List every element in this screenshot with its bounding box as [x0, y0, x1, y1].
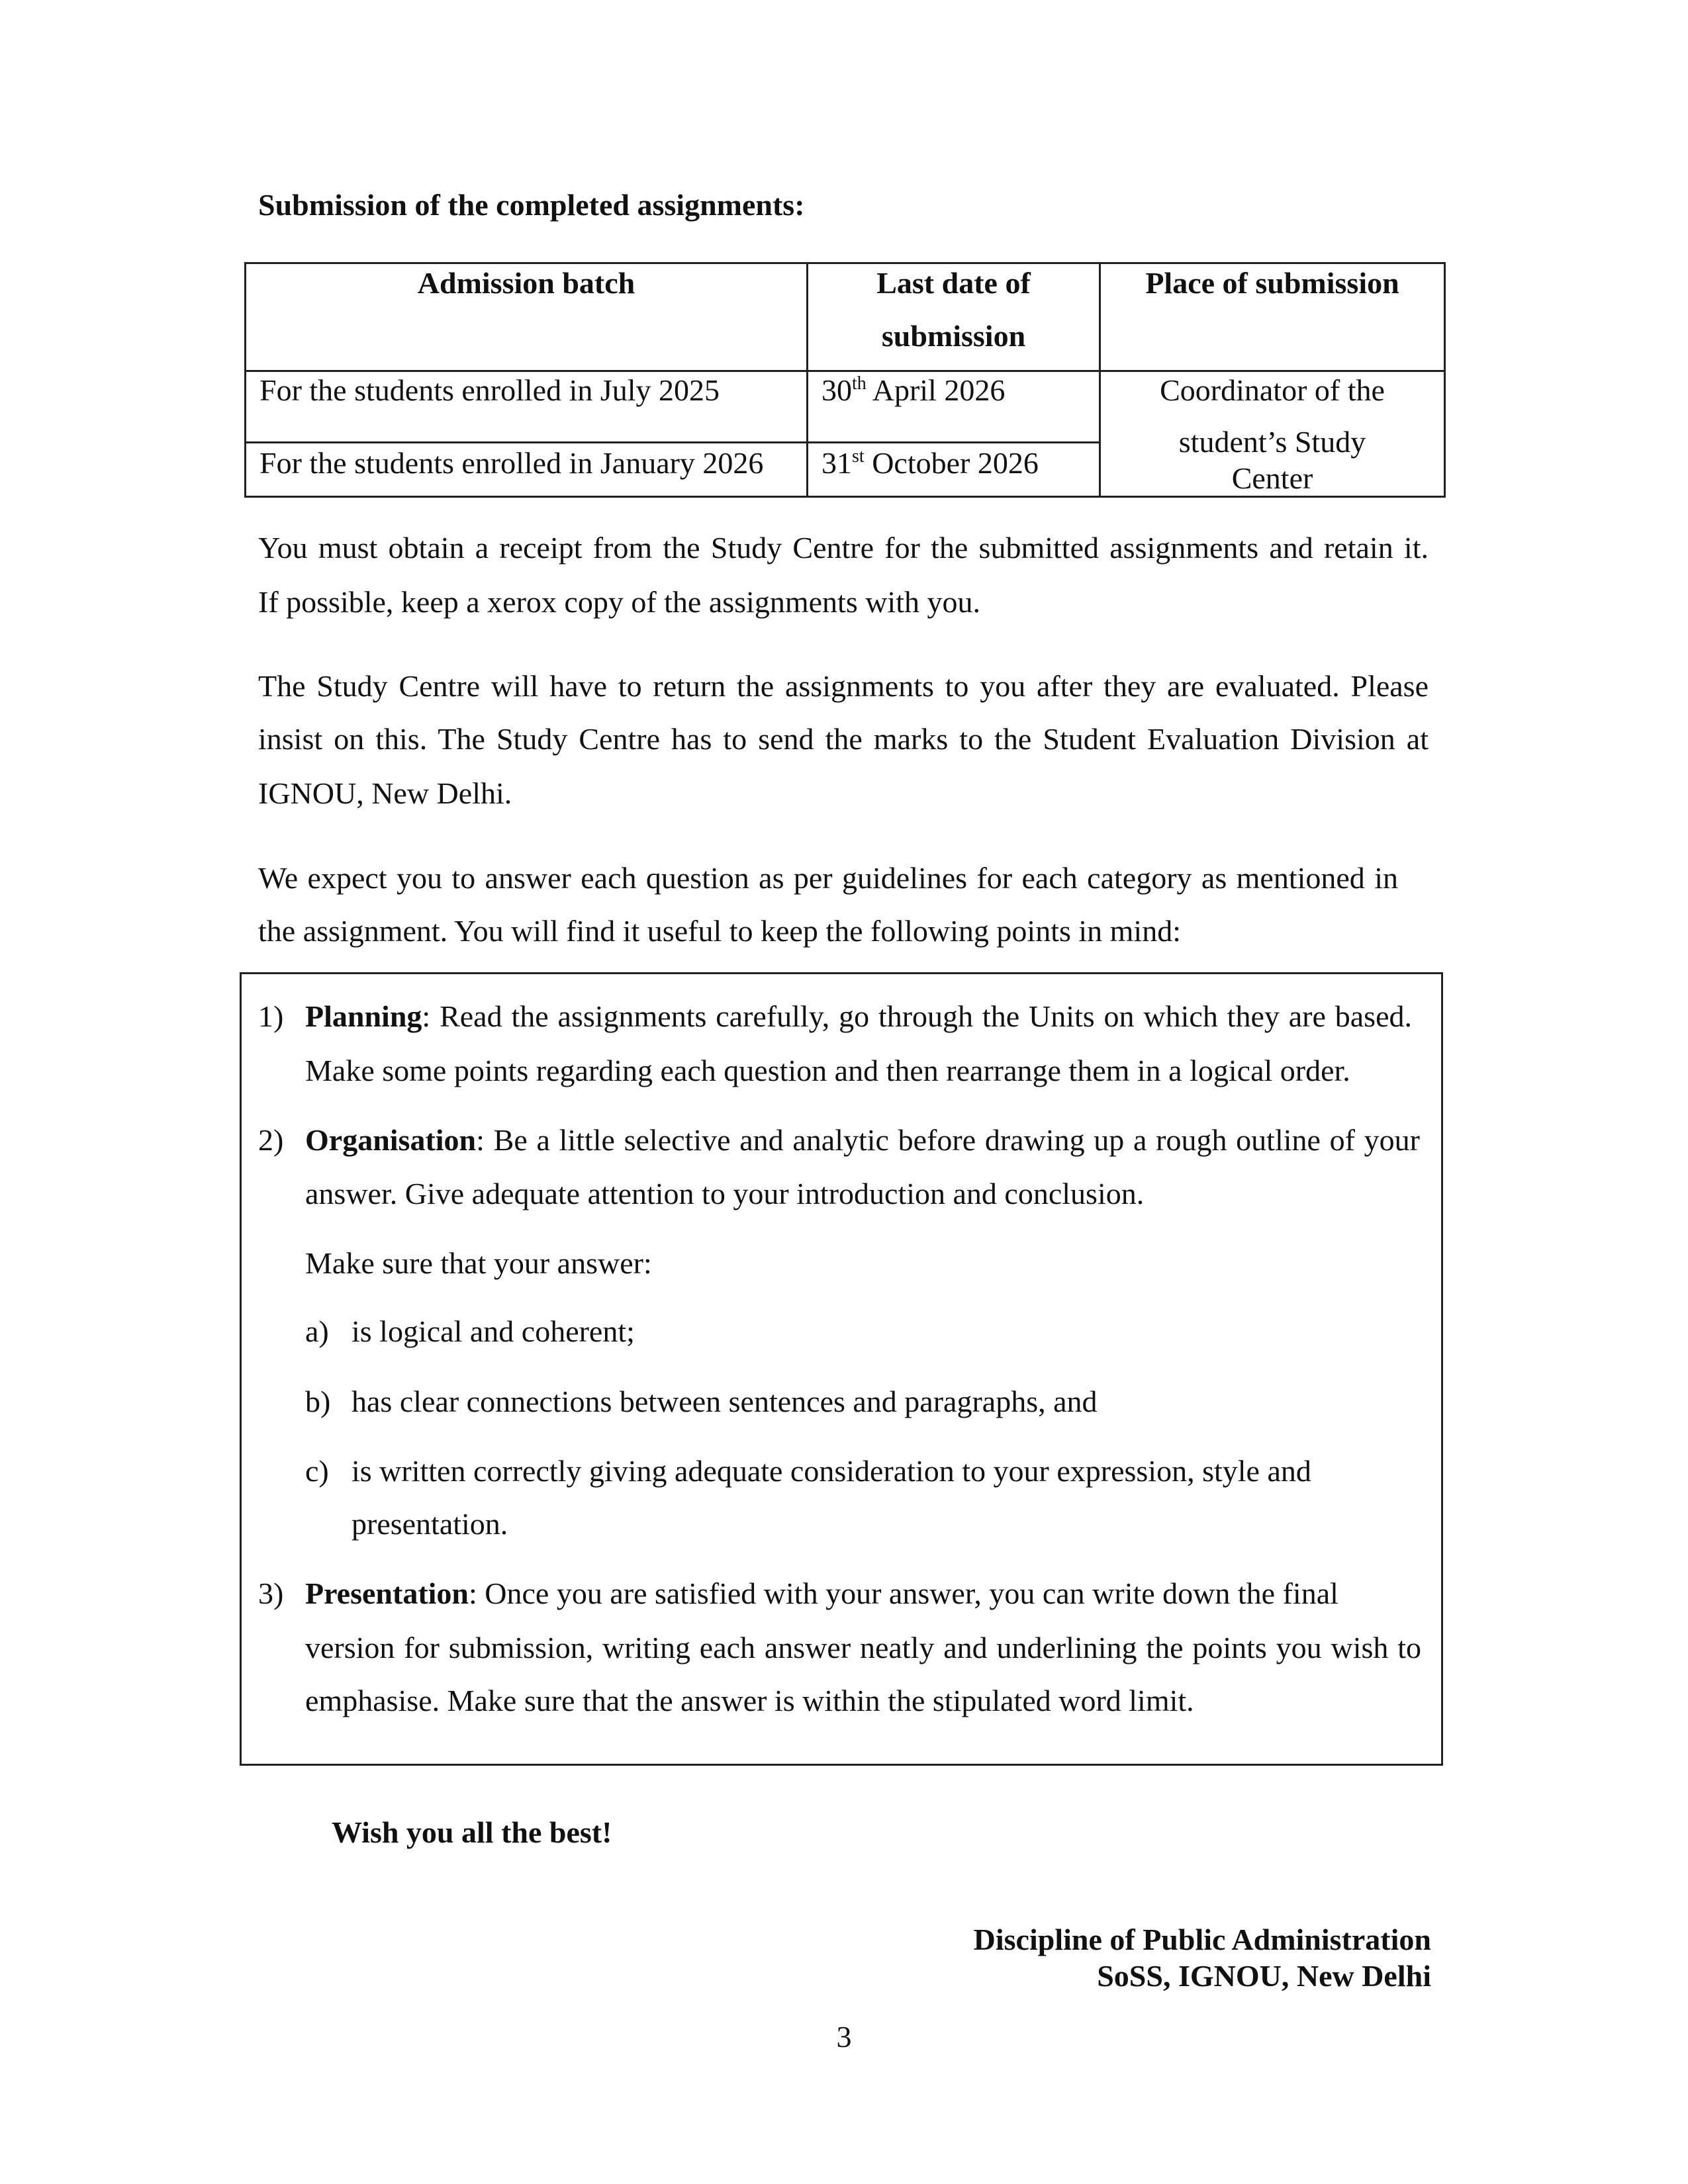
sub-letter: a) — [305, 1314, 329, 1348]
row-date-october: 31st October 2026 — [821, 446, 1039, 480]
paragraph-expect-line: We expect you to answer each question as per guidelines for each category as mentioned in — [258, 861, 1398, 895]
point-presentation-line: emphasise. Make sure that the answer is within the stipulated word limit. — [305, 1684, 1194, 1717]
paragraph-return-line: insist on this. The Study Centre has to send the marks to the Student Evaluation Division at — [258, 722, 1429, 756]
paragraph-receipt-line: If possible, keep a xerox copy of the assignments with you. — [258, 585, 980, 619]
sub-intro: Make sure that your answer: — [305, 1246, 652, 1280]
paragraph-return-line: IGNOU, New Delhi. — [258, 776, 512, 810]
header-admission-batch: Admission batch — [417, 266, 635, 300]
row-batch-july: For the students enrolled in July 2025 — [259, 373, 720, 407]
section-heading: Submission of the completed assignments: — [258, 188, 805, 222]
sub-item: is logical and coherent; — [352, 1314, 635, 1348]
point-organisation-line: answer. Give adequate attention to your introduction and conclusion. — [305, 1177, 1145, 1210]
point-planning: Planning: Read the assignments carefully, go through the Units on which they are based. — [305, 999, 1412, 1033]
signature-institution: SoSS, IGNOU, New Delhi — [1097, 1959, 1431, 1993]
place-line-3: Center — [1231, 461, 1313, 495]
page-number: 3 — [836, 2020, 852, 2054]
row-batch-january: For the students enrolled in January 2026 — [259, 446, 764, 480]
row-date-april: 30th April 2026 — [821, 373, 1006, 407]
point-planning-line: Make some points regarding each question and then rearrange them in a logical order. — [305, 1054, 1350, 1087]
sub-item: is written correctly giving adequate consideration to your expression, style and — [352, 1454, 1311, 1488]
point-organisation: Organisation: Be a little selective and analytic before drawing up a rough outline of your — [305, 1123, 1420, 1157]
point-number: 3) — [258, 1576, 284, 1610]
point-number: 2) — [258, 1123, 284, 1157]
paragraph-return-line: The Study Centre will have to return the assignments to you after they are evaluated. Please — [258, 669, 1429, 703]
sub-item: has clear connections between sentences and paragraphs, and — [352, 1385, 1098, 1418]
sub-letter: b) — [305, 1385, 331, 1418]
paragraph-expect-line: the assignment. You will find it useful to keep the following points in mind: — [258, 914, 1181, 948]
header-place: Place of submission — [1145, 266, 1399, 300]
signature-discipline: Discipline of Public Administration — [973, 1923, 1431, 1956]
paragraph-receipt-line: You must obtain a receipt from the Study Centre for the submitted assignments and retain it. — [258, 531, 1429, 565]
point-presentation-line: version for submission, writing each answer neatly and underlining the points you wish to — [305, 1631, 1421, 1664]
sub-letter: c) — [305, 1454, 329, 1488]
header-last-date: Last date of — [876, 266, 1031, 300]
header-last-date-2: submission — [881, 319, 1026, 353]
closing-wish: Wish you all the best! — [332, 1815, 612, 1849]
point-number: 1) — [258, 999, 284, 1033]
sub-item-line: presentation. — [352, 1507, 508, 1541]
place-line-2: student’s Study — [1178, 425, 1366, 459]
point-presentation: Presentation: Once you are satisfied with your answer, you can write down the final — [305, 1576, 1338, 1610]
place-line-1: Coordinator of the — [1160, 373, 1385, 407]
